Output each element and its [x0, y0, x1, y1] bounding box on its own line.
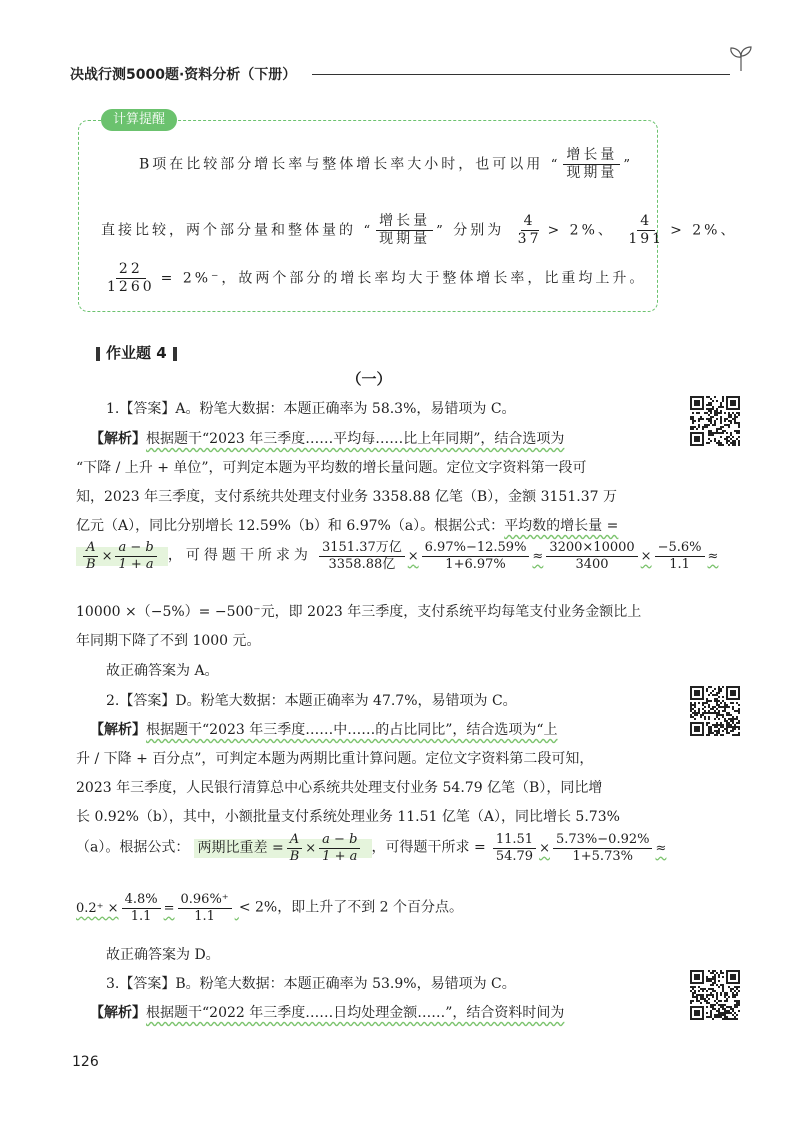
tip-f2-rel: > 2%、: [670, 222, 738, 239]
tip-frac-num: 增长量: [563, 147, 620, 165]
section-subtitle: （一）: [346, 370, 392, 388]
q2-l5a: （a）。根据公式：: [76, 839, 190, 856]
q2-fb: B: [289, 848, 300, 864]
calculation-tip-box: [78, 112, 738, 312]
tip-text-3: 故两个部分的增长率均大于整体增长率，比重均上升。: [238, 270, 647, 287]
q1-formula-line: $\frac{A}{B}$ × $\frac{a - b}{1 + a}$ ，可得题干所求为 $\frac{\text{3151.37万亿}}{\text{3358.88亿}}$ × $\frac{6.97\%-12.59\%}{1+6.97\%}$ ≈ $\frac{3200\times 10000}{3400}$ × $\frac{-5.6\%}{1.1}$ ≈: [76, 540, 718, 572]
tip-f1-rel: > 2%、: [547, 222, 615, 239]
q1-answer-line: 1.【答案】A。粉笔大数据：本题正确率为 58.3%，易错项为 C。: [106, 401, 516, 417]
tip-line-2: 直接比较，两个部分量和整体量的 “ $\frac{\text{增长量}}{\text{现期量}}$ ” 分别为 $\frac{4}{37}$ > 2%、 $\frac{4}{191}$ > 2%、: [101, 213, 738, 247]
tip-f2: [625, 213, 667, 248]
q2-answer-line: 2.【答案】D。粉笔大数据：本题正确率为 47.7%，易错项为 C。: [106, 693, 517, 709]
q1-c4d: 1.1: [669, 556, 690, 572]
tip-fraction-growth-over-current: [563, 147, 620, 182]
q1-analysis-line-3: 知，2023 年三季度，支付系统共处理支付业务 3358.88 亿笔（B），金额 3151.37 万: [76, 489, 617, 505]
q1-formula-highlight: $\frac{A}{B}$ × $\frac{a - b}{1 + a}$: [76, 547, 168, 566]
tip-frac2-den: 现期量: [379, 230, 431, 247]
q2-f1pa: 1 + a: [322, 848, 358, 864]
tip-tag: 计算提醒: [101, 109, 177, 131]
header-rule: [312, 74, 730, 75]
q2-c3d: 1.1: [130, 908, 152, 924]
q2-formula-highlight: 两期比重差 = $\frac{A}{B}$ × $\frac{a - b}{1 + a}$: [194, 839, 372, 858]
q1-c1d: 3358.88亿: [328, 556, 396, 572]
q1-fa: A: [86, 540, 96, 555]
tip-frac-den: 现期量: [566, 164, 618, 181]
q1-c1n: 3151.37万亿: [319, 540, 405, 557]
q1-fb: B: [86, 556, 96, 572]
q2-analysis-line-2: 升 / 下降 + 百分点”，可判定本题为两期比重计算问题。定位文字资料第二段可知，: [76, 751, 594, 767]
q2-analysis-line-1: [90, 719, 558, 739]
tip-f1-den: 37: [517, 230, 542, 247]
q1-famb: a − b: [118, 540, 154, 555]
section-title: [90, 342, 183, 363]
q2-l6a: 0.2⁺ ×: [76, 900, 119, 916]
q1-conclusion: 故正确答案为 A。: [106, 663, 219, 679]
q1-analysis-line-7: 年同期下降了不到 1000 元。: [76, 633, 261, 649]
tip-f3-den: 1260: [107, 278, 155, 295]
q2-fa: A: [289, 832, 300, 847]
tip-text-1: B项在比较部分增长率与整体增长率大小时，也可以用: [139, 156, 544, 173]
q2-analysis-line-3: 2023 年三季度，人民银行清算总中心系统共处理支付业务 54.79 亿笔（B），同比增: [76, 780, 603, 796]
q3-analysis-label: 【解析】: [90, 1005, 146, 1021]
q1-c2d: 1+6.97%: [445, 556, 506, 572]
q2-l5b: 两期比重差 =: [197, 839, 284, 856]
tip-f3: [104, 261, 158, 296]
q1-c4n: −5.6%: [655, 540, 705, 557]
tip-f3-rel: = 2%⁻，: [160, 270, 239, 287]
q2-l5c: ，可得题干所求 =: [371, 839, 486, 856]
q3-answer-line: 3.【答案】B。粉笔大数据：本题正确率为 53.9%，易错项为 C。: [106, 976, 516, 992]
tip-text-2a: 直接比较，两个部分量和整体量的: [101, 222, 356, 239]
tip-f1: [515, 213, 545, 248]
q1-l5-text: ，可得题干所求为: [167, 547, 312, 564]
q1-c3n: 3200×10000: [546, 540, 637, 557]
q2-analysis-line-4: 长 0.92%（b），其中，小额批量支付系统处理业务 11.51 亿笔（A），同比增长 5.73%: [76, 809, 620, 825]
tip-line-1: B项在比较部分增长率与整体增长率大小时，也可以用 “ $\frac{\text{增长量}}{\text{现期量}}$ ”: [139, 147, 634, 181]
q1-c2n: 6.97%−12.59%: [422, 540, 530, 557]
tip-frac2-num: 增长量: [376, 213, 433, 231]
q2-analysis-line-6: 0.2⁺ × $\frac{4.8\%}{1.1}$ = $\frac{0.96\%^+}{1.1}$ < 2%，即上升了不到 2 个百分点。: [76, 892, 464, 924]
q1-analysis-label: 【解析】: [90, 431, 146, 447]
tip-text-2b: 分别为: [453, 222, 505, 239]
q2-analysis-label: 【解析】: [90, 722, 146, 738]
q2-qr-code-icon[interactable]: [690, 686, 740, 736]
sprout-icon: [728, 44, 754, 76]
q2-l6b: < 2%，即上升了不到 2 个百分点。: [238, 899, 464, 916]
tip-line-3: [101, 261, 646, 296]
q1-f1pa: 1 + a: [118, 556, 154, 572]
tip-fraction-2: [376, 213, 433, 248]
q2-c2d: 1+5.73%: [572, 848, 633, 864]
q2-famb: a − b: [322, 832, 358, 847]
q2-l1: 根据题干“2023 年三季度……中……的占比同比”，结合选项为“上: [146, 722, 558, 738]
q2-c1d: 54.79: [495, 848, 534, 864]
q2-c2n: 5.73%−0.92%: [553, 832, 653, 849]
page-number: 126: [72, 1054, 99, 1070]
book-title: 决战行测5000题·资料分析（下册）: [70, 67, 297, 83]
tip-f2-den: 191: [628, 230, 665, 247]
q3-analysis-line-1: [90, 1002, 564, 1022]
q1-c3d: 3400: [575, 556, 609, 572]
q2-c3n: 4.8%: [122, 892, 161, 909]
q1-analysis-line-2: “下降 / 上升 + 单位”，可判定本题为平均数的增长量问题。定位文字资料第一段可: [76, 460, 587, 476]
q1-analysis-line-4: [76, 515, 618, 535]
q3-qr-code-icon[interactable]: [690, 970, 740, 1020]
q1-l4b: 平均数的增长量 =: [504, 518, 619, 534]
tip-f1-num: 4: [521, 213, 539, 231]
section-title-text: 作业题 4: [106, 344, 167, 362]
q2-conclusion: 故正确答案为 D。: [106, 947, 220, 963]
q2-c4d: 1.1: [194, 908, 215, 924]
q1-qr-code-icon[interactable]: [690, 396, 740, 446]
q2-c4n: 0.96%⁺: [178, 892, 232, 909]
q3-l1: 根据题干“2022 年三季度……日均处理金额……”，结合资料时间为: [146, 1005, 565, 1021]
q2-formula-line: （a）。根据公式： 两期比重差 = $\frac{A}{B}$ × $\frac{a - b}{1 + a}$ ，可得题干所求 = $\frac{11.51}{54.79}$ × $\frac{5.73\%-0.92\%}{1+5.73\%}$ ≈: [76, 832, 667, 864]
q1-l4a: 亿元（A），同比分别增长 12.59%（b）和 6.97%（a）。根据公式：: [76, 518, 505, 534]
tip-f3-num: 22: [116, 261, 146, 279]
q2-c1n: 11.51: [493, 832, 536, 849]
tip-f2-num: 4: [637, 213, 655, 231]
page-header: [70, 64, 760, 84]
q1-l1: 根据题干“2023 年三季度……平均每……比上年同期”，结合选项为: [146, 431, 565, 447]
q1-analysis-line-1: [90, 428, 564, 448]
q1-analysis-line-6: 10000 ×（−5%）= −500⁻元，即 2023 年三季度，支付系统平均每笔支付业务金额比上: [76, 604, 642, 620]
